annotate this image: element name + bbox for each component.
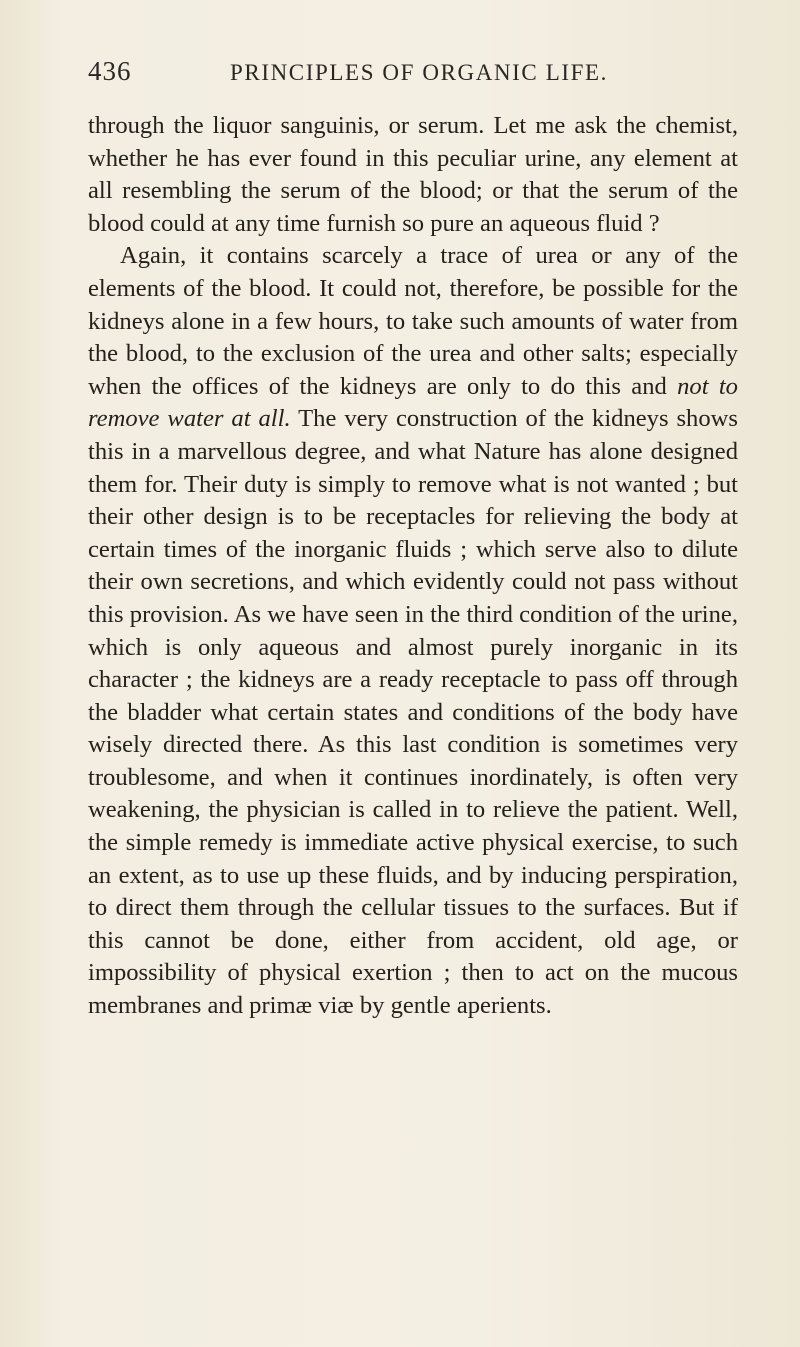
paragraph-2-text-before: Again, it contains scarcely a trace of urea or any of the elements of the blood. It could not, therefore, be possible for the kidneys alone in a few hours, to take such amounts of water from the blood, to the exclusion of the urea and other salts; especially when the offices of the kidneys are only to do this and [88,242,738,400]
paragraph-2-italic-phrase: not to remove water at all. [88,372,738,433]
paragraph-2-text-after: The very construction of the kidneys shows this in a marvellous degree, and what Nature has alone designed them for. Their duty is simply to remove what is not wanted ; but their other design is to be receptacles for relieving the body at certain times of the inorganic fluids ; which serve also to dilute their own secretions, and which evidently could not pass without this provision. As we have seen in the third condition of the urine, which is only aqueous and almost purely inorganic in its character ; the kidneys are a ready receptacle to pass off through the bladder what certain states and conditions of the body have wisely directed there. As this last condition is sometimes very troublesome, and when it continues inordinately, is often very weakening, the physician is called in to relieve the patient. Well, the simple remedy is immediate active physical exercise, to such an extent, as to use up these fluids, and by inducing perspiration, to direct them through the cellular tissues to the surfaces. But if this cannot be done, either from accident, old age, or impossibility of physical exertion ; then to act on the mucous membranes and primæ viæ by gentle aperients. [88,405,738,1020]
paragraph-1: through the liquor sanguinis, or serum. Let me ask the chemist, whether he has ever found in this peculiar urine, any element at all resembling the serum of the blood; or that the serum of the blood could at any time furnish so pure an aqueous fluid ? [88,112,738,237]
page-header [88,56,728,96]
body-text [88,110,738,1023]
page-number: 436 [88,56,132,86]
paragraph-2 [88,240,738,1022]
running-head: PRINCIPLES OF ORGANIC LIFE. [230,60,609,85]
